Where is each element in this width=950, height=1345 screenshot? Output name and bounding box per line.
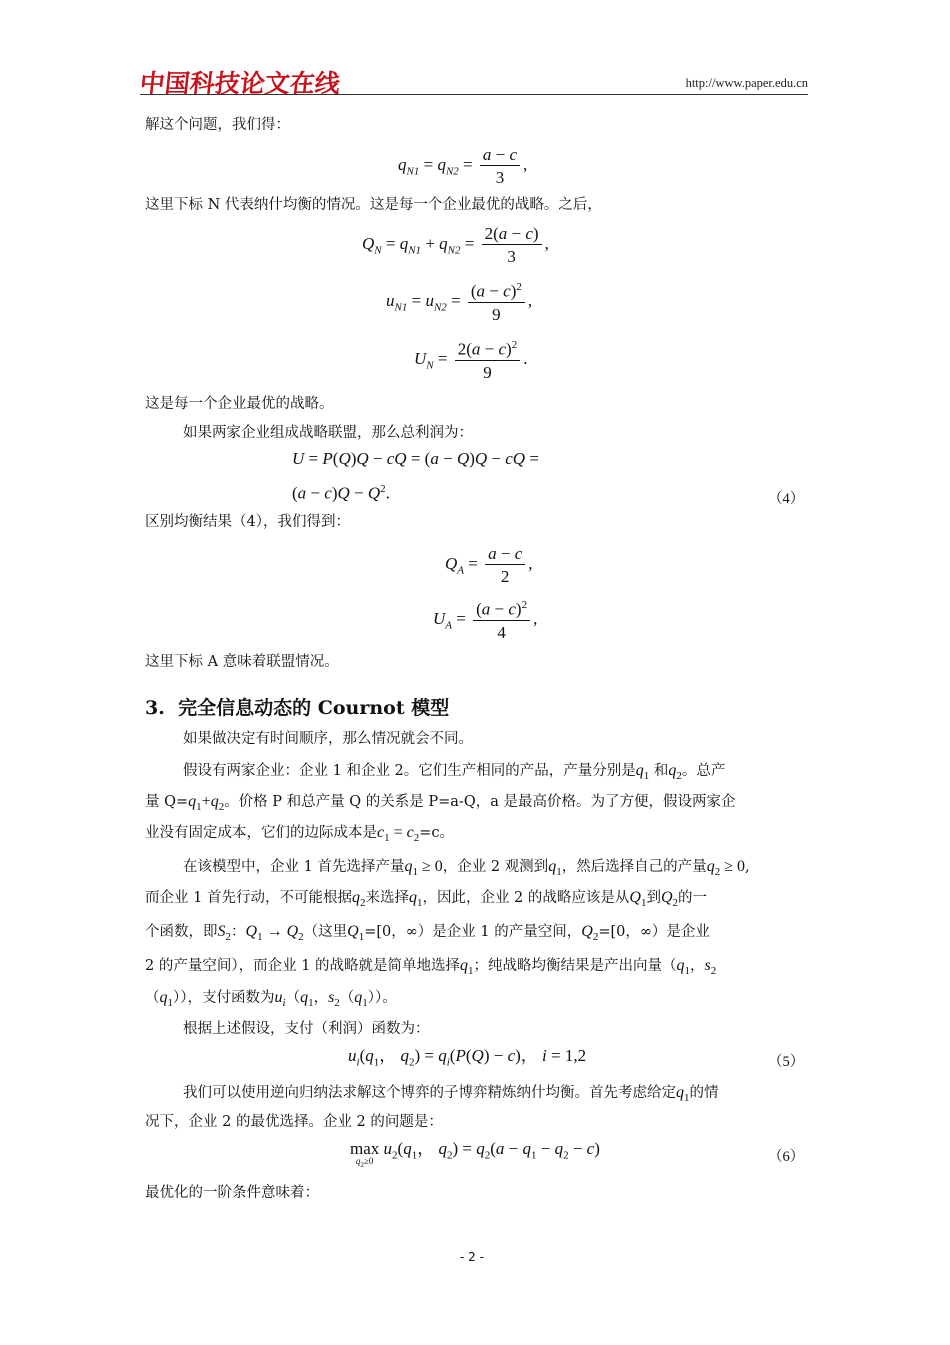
- section-number: 3: [145, 697, 159, 719]
- paragraph-line: 2 的产量空间），而企业 1 的战略就是简单地选择$q_1$；纯战略均衡结果是产出向量（$q_1$，$s_2$: [145, 957, 717, 978]
- equation-number: （6）: [768, 1149, 805, 1165]
- paragraph: 解这个问题，我们得：: [145, 117, 290, 133]
- section-title: 完全信息动态的 Cournot 模型: [178, 697, 450, 719]
- paragraph-line: 假设有两家企业：企业 1 和企业 2。它们生产相同的产品，产量分别是$q_1$ 和$q_2$。总产: [183, 762, 726, 783]
- paragraph-line: 我们可以使用逆向归纳法求解这个博弈的子博弈精炼纳什均衡。首先考虑给定$q_1$的情: [183, 1084, 719, 1105]
- equation-alliance-output: $Q_A$ = $\frac{a - c}{2}$ ,: [445, 544, 533, 586]
- paragraph: 最优化的一阶条件意味着：: [145, 1185, 319, 1201]
- paragraph-line: 业没有固定成本，它们的边际成本是$c_1 = c_2=c$。: [145, 824, 455, 845]
- paragraph: 如果做决定有时间顺序，那么情况就会不同。: [183, 731, 473, 747]
- equation-firm2-problem: max $q_2\ge 0$ $u_2(q_1$， $q_2) = q_2(a - q_1 - q_2 - c)$: [350, 1139, 600, 1169]
- equation-number: （4）: [768, 491, 805, 507]
- header-rule: [140, 94, 808, 95]
- paragraph: 区别均衡结果（4），我们得到：: [145, 514, 350, 530]
- equation-alliance-profit-line1: U = P(Q)Q − cQ = (a − Q)Q − cQ =: [292, 449, 539, 468]
- page-number: - 2 -: [460, 1250, 484, 1264]
- equation-firm-profit: $u_{N1} = u_{N2}$ = $\frac{(a - c)^2}{9}$ ,: [386, 281, 533, 324]
- equation-payoff-function: $u_i(q_1$， $q_2) = q_i(P(Q) - c)$， i = 1,2: [348, 1046, 587, 1069]
- equation-alliance-total-profit: $U_A$ = $\frac{(a - c)^2}{4}$ ,: [433, 599, 538, 642]
- paragraph: 如果两家企业组成战略联盟，那么总利润为：: [183, 425, 473, 441]
- paragraph: 况下，企业 2 的最优选择。企业 2 的问题是：: [145, 1114, 443, 1130]
- paragraph: 这里下标 N 代表纳什均衡的情况。这是每一个企业最优的战略。之后，: [145, 197, 602, 213]
- equation-total-output: $Q_N = q_{N1} + q_{N2}$ = $\frac{2(a - c)}{3}$ ,: [362, 224, 549, 266]
- paragraph: 这是每一个企业最优的战略。: [145, 396, 334, 412]
- paragraph-line: 而企业 1 首先行动，不可能根据$q_2$来选择$q_1$，因此，企业 2 的战略应该是从$Q_1$到$Q_2$的一: [145, 889, 708, 910]
- journal-logo: 中国科技论文在线: [138, 69, 342, 98]
- header-url[interactable]: http://www.paper.edu.cn: [685, 76, 808, 90]
- equation-number: （5）: [768, 1054, 805, 1070]
- paragraph-line: 在该模型中，企业 1 首先选择产量$q_1 \ge 0$，企业 2 观测到$q_1$，然后选择自己的产量$q_2 \ge 0$,: [183, 858, 750, 879]
- equation-alliance-profit-line2: $(a - c)Q - Q^2$.: [292, 483, 390, 503]
- paragraph-line: 个函数，即$S_2$：$Q_1 \to Q_2$（这里$Q_1=[0$，∞）是企业 1 的产量空间，$Q_2=[0$，∞）是企业: [145, 923, 710, 944]
- equation-total-profit: $U_N$ = $\frac{2(a - c)^2}{9}$ .: [414, 339, 528, 382]
- paragraph: 根据上述假设，支付（利润）函数为：: [183, 1021, 430, 1037]
- equation-nash-output: $q_{N1} = q_{N2}$ = $\frac{a - c}{3}$ ,: [398, 145, 528, 187]
- section-heading: 3. 完全信息动态的 Cournot 模型: [145, 697, 450, 719]
- paragraph-line: 量 $Q=q_1+q_2$。价格 P 和总产量 Q 的关系是 P=a-Q，a 是最高价格。为了方便，假设两家企: [145, 793, 736, 814]
- paragraph-line: $(q_1)$），支付函数为$u_i(q_1$，$s_2(q_1)$）。: [145, 989, 397, 1010]
- paragraph: 这里下标 A 意味着联盟情况。: [145, 654, 339, 670]
